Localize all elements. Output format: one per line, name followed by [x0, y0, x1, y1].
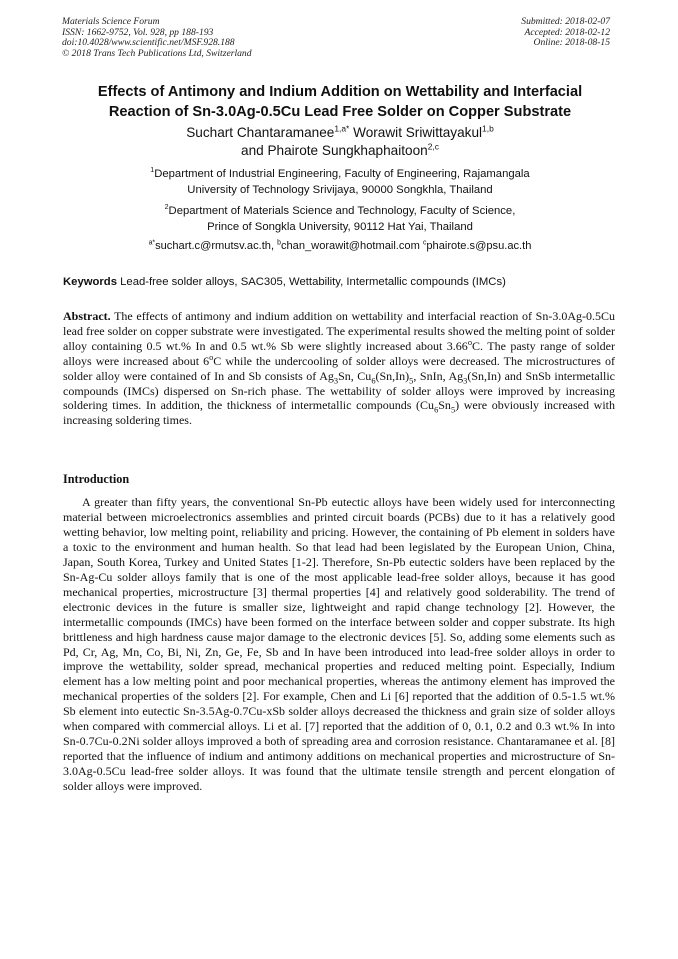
author-line-2	[40, 142, 640, 160]
keywords-text: Lead-free solder alloys, SAC305, Wettability, Intermetallic compounds (IMCs)	[117, 276, 506, 288]
affiliation-line: University of Technology Srivijaya, 90000 Songkhla, Thailand	[187, 183, 493, 196]
affiliation-line: Prince of Songkla University, 90112 Hat Yai, Thailand	[207, 220, 473, 233]
paper-title-line-2: Reaction of Sn-3.0Ag-0.5Cu Lead Free Solder on Copper Substrate	[108, 103, 572, 120]
journal-info	[62, 17, 252, 59]
email-mark: b	[277, 239, 281, 247]
email-mark: a*	[148, 239, 156, 247]
affiliation-mark: 1	[150, 167, 155, 175]
author-affil-mark: 1,a*	[334, 123, 350, 134]
keywords-label: Keywords	[63, 276, 117, 288]
affiliation-1	[40, 167, 640, 198]
email-address[interactable]: chan_worawit@hotmail.com	[280, 240, 423, 252]
author-name: Suchart Chantaramanee	[186, 125, 335, 140]
affiliation-2	[40, 204, 640, 235]
author-list	[40, 124, 640, 160]
journal-name: Materials Science Forum	[62, 16, 160, 27]
author-emails	[40, 239, 640, 254]
submission-dates	[521, 17, 610, 49]
abstract: Abstract. The effects of antimony and indium addition on wettability and interfacial reaction of Sn-3.0Ag-0.5Cu lead free solder on copper substrate were investigated. The experimental results showed the melting point of solder alloy containing 0.5 wt.% In and 0.5 wt.% Sb were slightly increased about 3.66$^o$C. The pasty range of solder alloys were increased about 6$^o$C while the undercooling of solder alloys were decreased. The microstructures of solder alloy were contained of In and Sb consists of $Ag_3Sn$, $Cu_6(Sn,In)_5$, SnIn, $Ag_3(Sn,In)$ and SnSb intermetallic compounds (IMCs) dispersed on Sn-rich phase. The wettability of solder alloys were improved by increasing soldering times. In addition, the thickness of intermetallic compounds $(Cu_6Sn_5)$ were obviously increased with increasing soldering times.	[63, 309, 616, 428]
author-affil-mark: 1,b	[482, 123, 494, 134]
introduction-paragraph: A greater than fifty years, the conventional Sn-Pb eutectic alloys have been widely used for interconnecting material between microelectronics assemblies and printed circuit boards (PCBs) due to it has a relatively good wetting behavior, low melting point, reliability and pricing. However, the containing of Pb element in solders have a toxic to the environment and human health. So that lead had been legislated by the European Union, China, Japan, South Korea, Turkey and United States [1-2]. Therefore, Sn-Pb eutectic solders have been replaced by the Sn-Ag-Cu solder alloys family that is one of the most applicable lead-free solder alloys, because it has good mechanical properties, microstructure [3] thermal properties [4] and relatively good solderability. The trend of electronic devices in the future is smaller size, lightweight and rapid change technology [2]. However, the intermetallic compounds (IMCs) have been formed on the interface between solder and copper substrate. Its high brittleness and high hardness cause major damage to the electronic devices [5]. So, adding some elements such as Pd, Cr, Ag, Mn, Co, Bi, Ni, Zn, Ge, Fe, Sb and In have been introduced into lead-free solder alloys in order to improve the wettability, solder spread, mechanical properties and reduced melting point. Especially, Indium element has a low melting point and poor mechanical properties, whereas the antimony element has improved the mechanical properties of the solders [2]. For example, Chen and Li [6] reported that the addition of 0.5-1.5 wt.% Sb element into eutectic Sn-3.5Ag-0.7Cu-xSb solder alloys decreased the thickness and grain size of solder alloys when compared with commercial alloys. Li et al. [7] reported that the addition of 0, 0.1, 0.2 and 0.3 wt.% In into Sn-0.7Cu-0.2Ni solder alloys improved a both of spreading area and corrosion resistance. Chantaramanee et al. [8] reported that the influence of indium and antimony additions on mechanical properties and microstructure of Sn-3.0Ag-0.5Cu lead-free solder alloys. It was found that the ultimate tensile strength and percent elongation of solder alloys were improved.	[63, 495, 615, 794]
affiliation-line: Department of Industrial Engineering, Faculty of Engineering, Rajamangala	[154, 168, 530, 180]
accepted-date: Accepted: 2018-02-12	[524, 26, 610, 38]
author-affil-mark: 2,c	[427, 141, 439, 152]
journal-copyright: © 2018 Trans Tech Publications Ltd, Switzerland	[62, 47, 252, 59]
email-address[interactable]: suchart.c@rmutsv.ac.th,	[155, 240, 278, 252]
author-name: Worawit Sriwittayakul	[349, 125, 483, 140]
affiliation-line: Department of Materials Science and Technology, Faculty of Science,	[168, 205, 516, 217]
author-name: and Phairote Sungkhaphaitoon	[241, 143, 428, 158]
online-date: Online: 2018-08-15	[533, 37, 610, 49]
journal-doi: doi:10.4028/www.scientific.net/MSF.928.188	[62, 37, 235, 49]
email-mark: c	[422, 239, 427, 247]
section-heading-introduction: Introduction	[63, 472, 130, 486]
email-address[interactable]: phairote.s@psu.ac.th	[426, 240, 532, 252]
journal-issn: ISSN: 1662-9752, Vol. 928, pp 188-193	[62, 26, 214, 38]
paper-title-line-1: Effects of Antimony and Indium Addition on Wettability and Interfacial	[97, 84, 583, 100]
keywords	[63, 275, 615, 290]
author-line-1	[40, 124, 640, 142]
submitted-date: Submitted: 2018-02-07	[521, 16, 610, 27]
affiliation-mark: 2	[164, 204, 169, 212]
abstract-label: Abstract.	[63, 309, 111, 323]
paper-title	[40, 83, 640, 122]
